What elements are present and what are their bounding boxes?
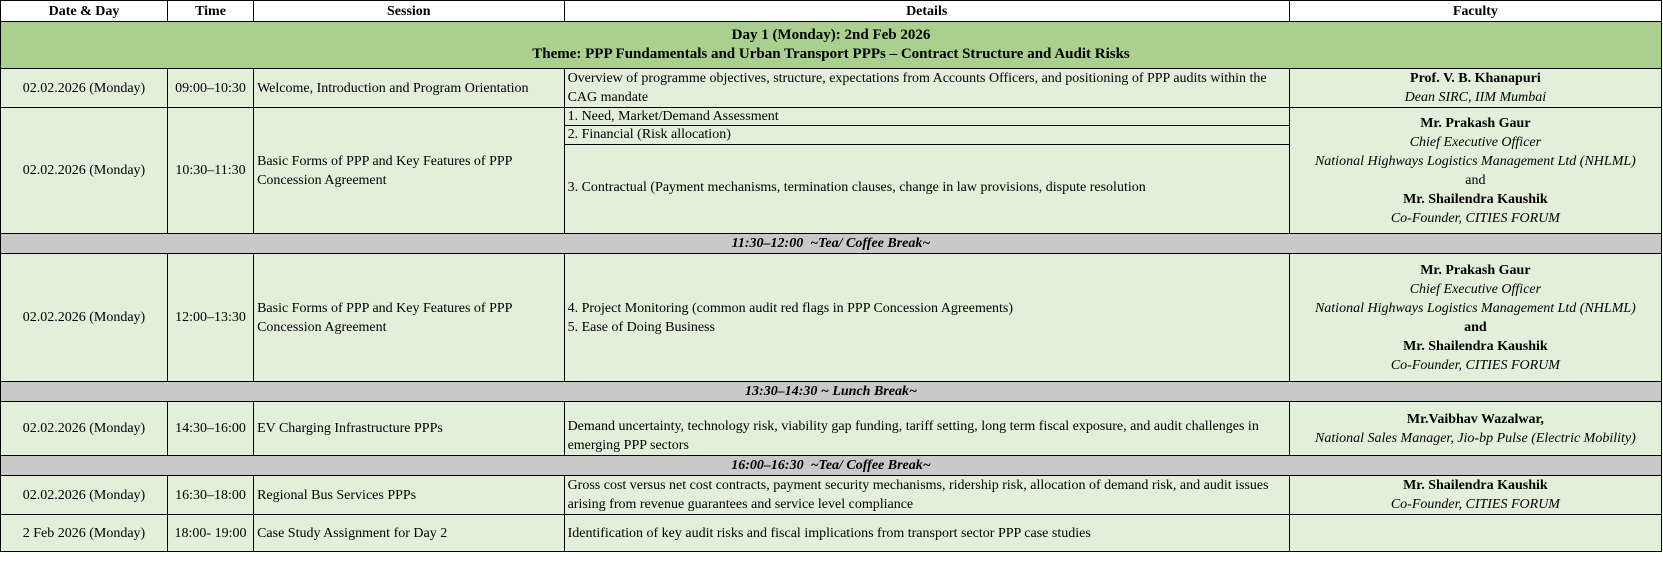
faculty-name: Mr. Shailendra Kaushik <box>1403 478 1548 493</box>
break-row <box>1 234 1662 254</box>
row-date: 02.02.2026 (Monday) <box>1 476 168 515</box>
row-date: 02.02.2026 (Monday) <box>1 69 168 108</box>
faculty-name: Mr. Shailendra Kaushik <box>1403 191 1548 207</box>
break-label: 11:30–12:00 ~Tea/ Coffee Break~ <box>1 234 1662 254</box>
faculty-role: Co-Founder, CITIES FORUM <box>1390 357 1560 373</box>
row-date: 02.02.2026 (Monday) <box>1 254 168 382</box>
faculty-org: National Highways Logistics Management Ltd (NHLML) <box>1314 153 1636 169</box>
row-date: 02.02.2026 (Monday) <box>1 402 168 456</box>
details-item: 2. Financial (Risk allocation) <box>565 126 1289 145</box>
faculty-role: Chief Executive Officer <box>1409 134 1542 150</box>
theme-title: Theme: PPP Fundamentals and Urban Transport PPPs – Contract Structure and Audit Risks <box>532 46 1130 62</box>
break-label: 16:00–16:30 ~Tea/ Coffee Break~ <box>1 456 1662 476</box>
break-row <box>1 456 1662 476</box>
row-faculty <box>1289 476 1661 515</box>
header-time: Time <box>167 1 253 22</box>
faculty-name: Mr. Prakash Gaur <box>1420 115 1531 131</box>
faculty-org: National Highways Logistics Management Ltd (NHLML) <box>1314 300 1636 316</box>
faculty-name: Mr. Prakash Gaur <box>1420 262 1531 278</box>
header-row <box>1 1 1662 22</box>
header-details: Details <box>564 1 1289 22</box>
table-row <box>1 402 1662 456</box>
row-details: Identification of key audit risks and fiscal implications from transport sector PPP case studies <box>564 515 1289 552</box>
details-item: 5. Ease of Doing Business <box>567 319 715 335</box>
table-row <box>1 476 1662 515</box>
day-title: Day 1 (Monday): 2nd Feb 2026 <box>731 27 931 43</box>
row-faculty <box>1289 402 1661 456</box>
row-time: 09:00–10:30 <box>167 69 253 108</box>
faculty-name: Mr. Shailendra Kaushik <box>1403 338 1548 354</box>
faculty-name: Mr.Vaibhav Wazalwar, <box>1406 411 1544 427</box>
faculty-role: Co-Founder, CITIES FORUM <box>1390 497 1560 512</box>
row-date: 2 Feb 2026 (Monday) <box>1 515 168 552</box>
faculty-name: Prof. V. B. Khanapuri <box>1410 71 1541 86</box>
row-date: 02.02.2026 (Monday) <box>1 108 168 234</box>
faculty-role: Dean SIRC, IIM Mumbai <box>1404 90 1547 105</box>
header-session: Session <box>254 1 565 22</box>
faculty-role: Co-Founder, CITIES FORUM <box>1390 210 1560 226</box>
row-time: 18:00- 19:00 <box>167 515 253 552</box>
faculty-and: and <box>1465 172 1486 188</box>
row-session: EV Charging Infrastructure PPPs <box>254 402 565 456</box>
row-details: Overview of programme objectives, structure, expectations from Accounts Officers, and positioning of PPP audits within the CAG mandate <box>564 69 1289 108</box>
table-row <box>1 515 1662 552</box>
row-time: 12:00–13:30 <box>167 254 253 382</box>
row-session: Welcome, Introduction and Program Orientation <box>254 69 565 108</box>
row-details: Demand uncertainty, technology risk, viability gap funding, tariff setting, long term fiscal exposure, and audit challenges in emerging PPP sectors <box>564 402 1289 456</box>
row-details: Gross cost versus net cost contracts, payment security mechanisms, ridership risk, allocation of demand risk, and audit issues arising from revenue guarantees and service level compliance <box>564 476 1289 515</box>
faculty-and: and <box>1464 319 1487 335</box>
row-faculty <box>1289 254 1661 382</box>
row-session: Basic Forms of PPP and Key Features of PPP Concession Agreement <box>254 254 565 382</box>
row-time: 14:30–16:00 <box>167 402 253 456</box>
row-faculty <box>1289 69 1661 108</box>
row-faculty <box>1289 108 1661 234</box>
day-theme-row <box>1 22 1662 69</box>
row-session: Regional Bus Services PPPs <box>254 476 565 515</box>
table-row <box>1 108 1662 234</box>
row-faculty <box>1289 515 1661 552</box>
header-faculty: Faculty <box>1289 1 1661 22</box>
row-details <box>564 254 1289 382</box>
details-item: 4. Project Monitoring (common audit red flags in PPP Concession Agreements) <box>567 300 1014 316</box>
details-item: 3. Contractual (Payment mechanisms, termination clauses, change in law provisions, dispute resolution <box>567 180 1146 195</box>
table-row <box>1 254 1662 382</box>
row-details <box>564 108 1289 234</box>
table-row <box>1 69 1662 108</box>
row-session: Case Study Assignment for Day 2 <box>254 515 565 552</box>
row-time: 16:30–18:00 <box>167 476 253 515</box>
break-row <box>1 382 1662 402</box>
faculty-role: Chief Executive Officer <box>1409 281 1542 297</box>
row-time: 10:30–11:30 <box>167 108 253 234</box>
header-date-day: Date & Day <box>1 1 168 22</box>
break-label: 13:30–14:30 ~ Lunch Break~ <box>1 382 1662 402</box>
row-session: Basic Forms of PPP and Key Features of PPP Concession Agreement <box>254 108 565 234</box>
details-item: 1. Need, Market/Demand Assessment <box>565 108 1289 126</box>
faculty-role: National Sales Manager, Jio-bp Pulse (Electric Mobility) <box>1315 430 1636 446</box>
